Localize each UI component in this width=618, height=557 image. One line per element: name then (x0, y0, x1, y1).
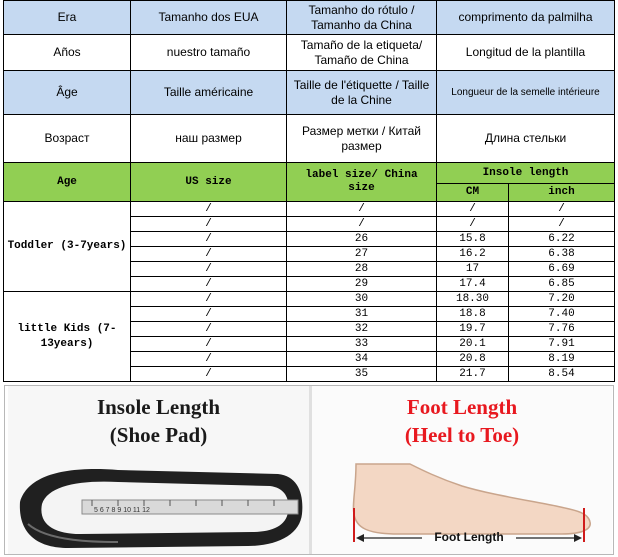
header-row-spanish (4, 35, 615, 71)
cm-cell: 18.30 (437, 292, 509, 307)
label-size-header: label size/ China size (287, 163, 437, 202)
cm-cell: 20.1 (437, 337, 509, 352)
es-label-size-cell: Tamaño de la etiqueta/ Tamaño de China (287, 35, 437, 71)
foot-illustration (312, 386, 612, 554)
cm-cell: 21.7 (437, 367, 509, 382)
label-size-cell: 26 (287, 232, 437, 247)
es-age-cell: Años (4, 35, 131, 71)
foot-title: Foot Length (406, 395, 518, 419)
cm-cell: 19.7 (437, 322, 509, 337)
cm-cell: / (437, 217, 509, 232)
us-size-cell: / (131, 292, 287, 307)
header-row-russian (4, 115, 615, 163)
ru-label-size-cell: Размер метки / Китай размер (287, 115, 437, 163)
us-size-cell: / (131, 367, 287, 382)
label-size-cell: 34 (287, 352, 437, 367)
inch-cell: 8.54 (509, 367, 615, 382)
fr-us-size-cell: Taille américaine (131, 71, 287, 115)
ru-us-size-cell: наш размер (131, 115, 287, 163)
inch-cell: / (509, 202, 615, 217)
inch-header: inch (509, 184, 615, 202)
insole-illustration (8, 386, 309, 554)
label-size-cell: 35 (287, 367, 437, 382)
header-row-portuguese (4, 1, 615, 35)
insole-title: Insole Length (96, 395, 221, 419)
cm-header: CM (437, 184, 509, 202)
cm-cell: 17 (437, 262, 509, 277)
inch-cell: 6.22 (509, 232, 615, 247)
inch-cell: 8.19 (509, 352, 615, 367)
label-size-cell: 30 (287, 292, 437, 307)
label-size-cell: 28 (287, 262, 437, 277)
ru-insole-cell: Длина стельки (437, 115, 615, 163)
es-us-size-cell: nuestro tamaño (131, 35, 287, 71)
inch-cell: 7.76 (509, 322, 615, 337)
cm-cell: 18.8 (437, 307, 509, 322)
label-size-cell: 29 (287, 277, 437, 292)
us-size-cell: / (131, 337, 287, 352)
foot-subtitle: (Heel to Toe) (404, 423, 520, 447)
label-size-cell: 33 (287, 337, 437, 352)
ru-age-cell: Возраст (4, 115, 131, 163)
us-size-cell: / (131, 202, 287, 217)
cm-cell: 17.4 (437, 277, 509, 292)
inch-cell: 7.91 (509, 337, 615, 352)
fr-label-size-cell: Taille de l'étiquette / Taille de la Chine (287, 71, 437, 115)
size-chart-table (3, 0, 615, 382)
header-row-french (4, 71, 615, 115)
label-size-cell: 31 (287, 307, 437, 322)
es-insole-cell: Longitud de la plantilla (437, 35, 615, 71)
english-header-row (4, 163, 615, 184)
age-header: Age (4, 163, 131, 202)
pt-age-cell: Era (4, 1, 131, 35)
cm-cell: 15.8 (437, 232, 509, 247)
pt-insole-cell: comprimento da palmilha (437, 1, 615, 35)
tape-measure-digits: 5 6 7 8 9 10 11 12 (94, 507, 150, 514)
label-size-cell: 32 (287, 322, 437, 337)
cm-cell: 16.2 (437, 247, 509, 262)
inch-cell: 6.38 (509, 247, 615, 262)
us-size-cell: / (131, 307, 287, 322)
inch-cell: 6.69 (509, 262, 615, 277)
label-size-cell: / (287, 217, 437, 232)
pt-label-size-cell: Tamanho do rótulo / Tamanho da China (287, 1, 437, 35)
label-size-cell: / (287, 202, 437, 217)
cm-cell: 20.8 (437, 352, 509, 367)
pt-us-size-cell: Tamanho dos EUA (131, 1, 287, 35)
us-size-header: US size (131, 163, 287, 202)
us-size-cell: / (131, 217, 287, 232)
us-size-cell: / (131, 322, 287, 337)
foot-length-caption: Foot Length (434, 530, 504, 544)
insole-subtitle: (Shoe Pad) (109, 423, 208, 447)
inch-cell: 7.40 (509, 307, 615, 322)
us-size-cell: / (131, 232, 287, 247)
size-row (4, 292, 615, 307)
inch-cell: / (509, 217, 615, 232)
us-size-cell: / (131, 262, 287, 277)
measurement-illustration (4, 385, 614, 555)
inch-cell: 7.20 (509, 292, 615, 307)
us-size-cell: / (131, 247, 287, 262)
fr-age-cell: Âge (4, 71, 131, 115)
inch-cell: 6.85 (509, 277, 615, 292)
label-size-cell: 27 (287, 247, 437, 262)
us-size-cell: / (131, 352, 287, 367)
fr-insole-cell: Longueur de la semelle intérieure (437, 71, 615, 115)
insole-length-header: Insole length (437, 163, 615, 184)
insole-shoe-pad-drawing (8, 454, 309, 554)
size-row (4, 202, 615, 217)
us-size-cell: / (131, 277, 287, 292)
group-toddler: Toddler (3-7years) (4, 202, 131, 292)
cm-cell: / (437, 202, 509, 217)
group-little-kids: little Kids (7-13years) (4, 292, 131, 382)
